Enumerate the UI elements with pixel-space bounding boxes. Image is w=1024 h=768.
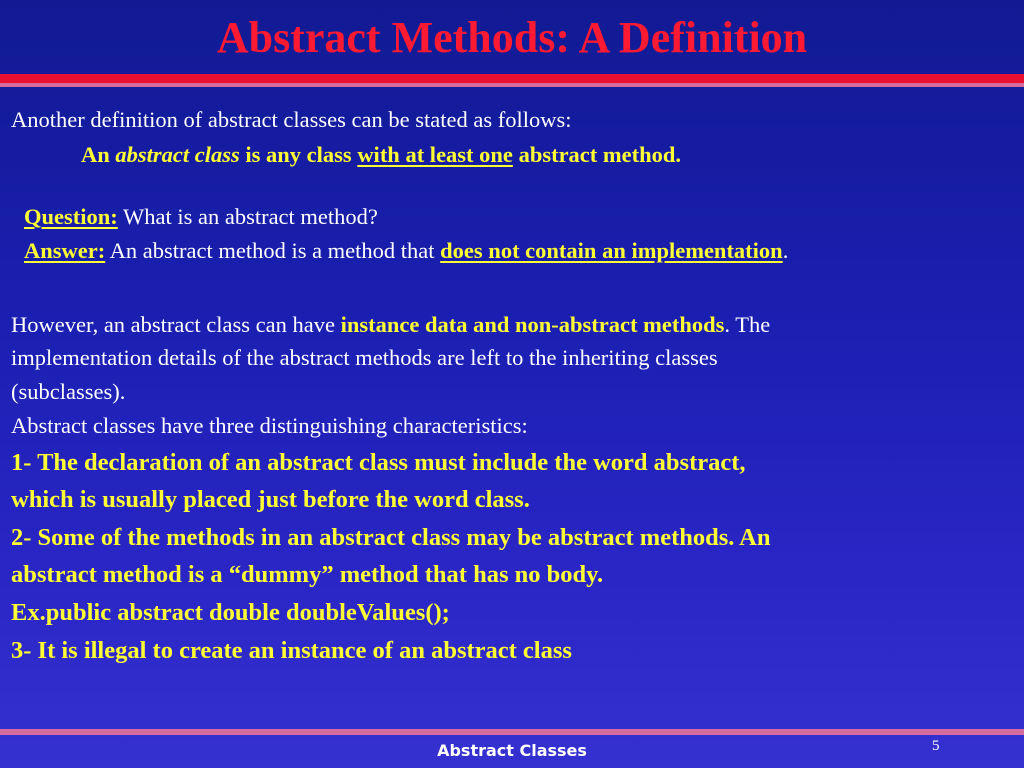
paragraph-line-1 [11,311,770,339]
title-divider-pink [0,83,1024,87]
question-text: What is an abstract method? [117,204,378,229]
intro-text: Another definition of abstract classes can be stated as follows: [11,107,572,132]
question-label: Question: [24,204,118,229]
paragraph-line-1-end: . The [724,312,771,337]
characteristic-line-1: 1- The declaration of an abstract class must include the word abstract, [11,449,746,476]
characteristic-line-4: abstract method is a “dummy” method that has no body. [11,561,604,588]
question-line [24,203,378,231]
footer-divider [0,729,1024,735]
characteristic-example: Ex.public abstract double doubleValues(); [11,599,450,626]
definition-part-5: abstract method. [512,142,682,167]
title-divider [0,74,1024,92]
definition-statement [81,141,681,169]
characteristic-line-3: 2- Some of the methods in an abstract class may be abstract methods. An [11,524,771,551]
answer-text: An abstract method is a method that [105,238,441,263]
characteristic-line-6: 3- It is illegal to create an instance of an abstract class [11,637,572,664]
title-divider-red [0,74,1024,83]
answer-line [24,237,788,265]
paragraph-line-2: implementation details of the abstract methods are left to the inheriting classes [11,345,718,370]
definition-emphasis: with at least one [357,142,513,167]
paragraph-line-1-start: However, an abstract class can have [11,312,341,337]
slide-title: Abstract Methods: A Definition [216,13,808,62]
footer-label: Abstract Classes [437,741,587,760]
definition-term: abstract class [115,142,240,167]
paragraph-line-3: (subclasses). [11,379,126,404]
characteristic-line-2: which is usually placed just before the word class. [11,486,530,513]
paragraph-line-1-bold: instance data and non-abstract methods [340,312,725,337]
answer-emphasis: does not contain an implementation [440,238,783,263]
definition-part-3: is any class [239,142,358,167]
answer-end: . [782,238,789,263]
paragraph-line-4: Abstract classes have three distinguishing characteristics: [11,413,528,438]
page-number: 5 [932,738,940,754]
definition-part-1: An [81,142,116,167]
answer-label: Answer: [24,238,106,263]
